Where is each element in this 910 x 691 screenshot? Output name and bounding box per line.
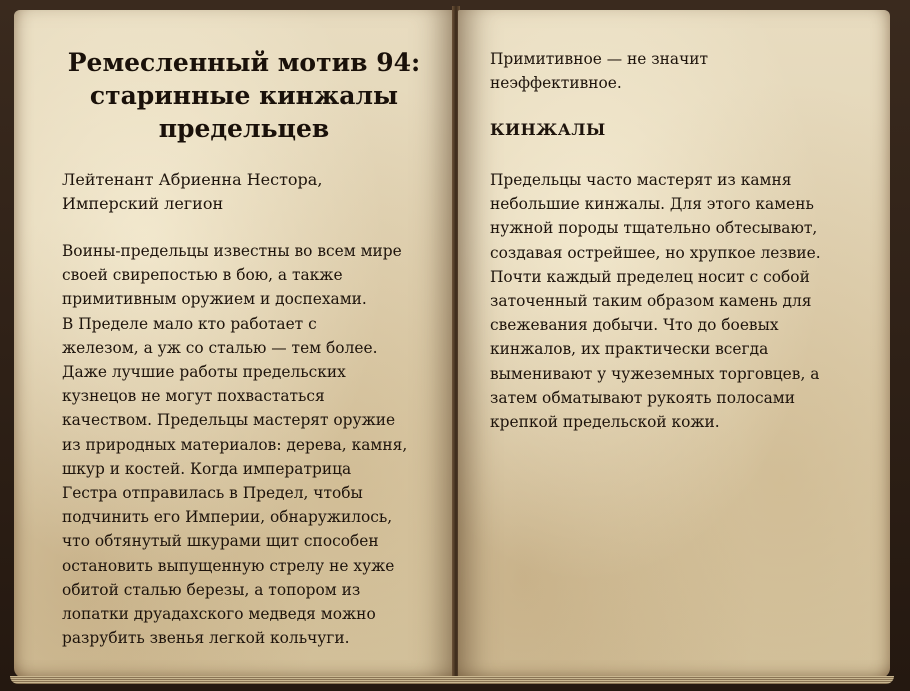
- text-line: Воины-предельцы известны во всем мире: [62, 242, 402, 260]
- text-line: своей свирепостью в бою, а также: [62, 266, 343, 285]
- book-title: [54, 46, 434, 145]
- left-page: [14, 10, 454, 678]
- text-line: что обтянутый шкурами щит способен: [62, 532, 379, 551]
- text-line: свежевания добычи. Что до боевых: [490, 316, 779, 335]
- right-intro-text: [490, 47, 870, 95]
- text-line: остановить выпущенную стрелу не хуже: [62, 556, 395, 575]
- left-body-text: [62, 239, 434, 650]
- text-line: неэффективное.: [490, 74, 622, 93]
- text-line: заточенный таким образом камень для: [490, 292, 812, 311]
- text-line: Гестра отправилась в Предел, чтобы: [62, 484, 363, 503]
- text-line: Примитивное — не значит: [490, 50, 709, 68]
- text-line: крепкой предельской кожи.: [490, 413, 720, 432]
- book-title-line: Ремесленный мотив 94:: [67, 48, 421, 77]
- text-line: Предельцы часто мастерят из камня: [490, 171, 792, 189]
- text-line: кинжалов, их практически всегда: [490, 340, 769, 359]
- text-line: кузнецов не могут похвастаться: [62, 387, 325, 406]
- book-author: [62, 168, 422, 216]
- text-line: создавая острейшее, но хрупкое лезвие.: [490, 243, 821, 262]
- text-line: железом, а уж со сталью — тем более.: [62, 338, 378, 357]
- book-title-line: старинные кинжалы: [89, 81, 399, 110]
- right-page: [458, 10, 890, 678]
- text-line: В Пределе мало кто работает с: [62, 314, 317, 333]
- text-line: Почти каждый пределец носит с собой: [490, 267, 810, 286]
- text-line: примитивным оружием и доспехами.: [62, 290, 367, 309]
- text-line: затем обматывают рукоять полосами: [490, 388, 796, 407]
- text-line: небольшие кинжалы. Для этого камень: [490, 195, 814, 214]
- right-body-text: [490, 168, 862, 434]
- text-line: разрубить звенья легкой кольчуги.: [62, 629, 350, 648]
- text-line: нужной породы тщательно обтесывают,: [490, 219, 818, 238]
- text-line: шкур и костей. Когда императрица: [62, 459, 352, 478]
- author-line: Лейтенант Абриенна Нестора,: [62, 170, 323, 189]
- author-line: Имперский легион: [62, 194, 224, 213]
- text-line: обитой сталью березы, а топором из: [62, 580, 361, 599]
- section-heading: КИНЖАЛЫ: [490, 120, 606, 139]
- page-edges: [10, 676, 894, 684]
- book-title-line: предельцев: [158, 114, 330, 143]
- text-line: выменивают у чужеземных торговцев, а: [490, 364, 820, 383]
- text-line: лопатки друадахского медведя можно: [62, 605, 376, 624]
- text-line: качеством. Предельцы мастерят оружие: [62, 411, 396, 430]
- text-line: из природных материалов: дерева, камня,: [62, 435, 408, 454]
- text-line: подчинить его Империи, обнаружилось,: [62, 508, 393, 527]
- text-line: Даже лучшие работы предельских: [62, 363, 346, 382]
